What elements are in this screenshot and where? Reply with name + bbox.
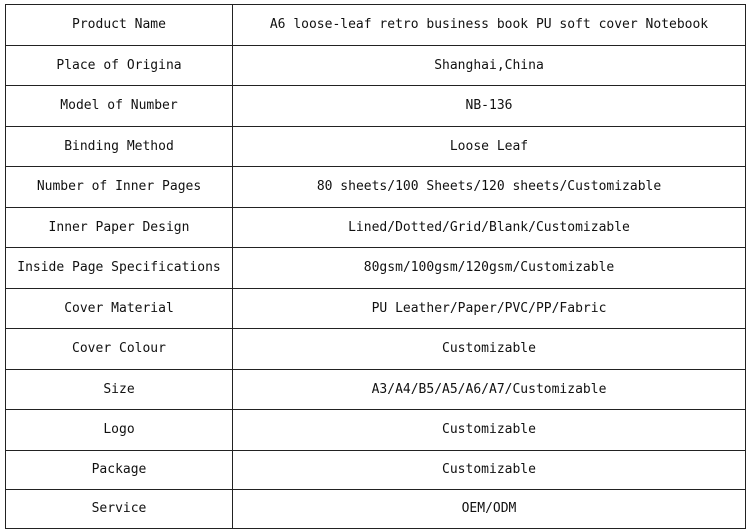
- spec-value: PU Leather/Paper/PVC/PP/Fabric: [233, 288, 746, 329]
- spec-label: Cover Colour: [6, 329, 233, 370]
- table-row: [6, 167, 746, 208]
- table-row: [6, 45, 746, 86]
- spec-label: Inner Paper Design: [6, 207, 233, 248]
- spec-value: Customizable: [233, 410, 746, 451]
- spec-label: Binding Method: [6, 126, 233, 167]
- table-row: [6, 207, 746, 248]
- spec-label: Service: [6, 489, 233, 528]
- table-row: [6, 410, 746, 451]
- spec-value: 80 sheets/100 Sheets/120 sheets/Customizable: [233, 167, 746, 208]
- table-row: [6, 5, 746, 46]
- spec-value: Loose Leaf: [233, 126, 746, 167]
- spec-value: Customizable: [233, 450, 746, 489]
- spec-value: A6 loose-leaf retro business book PU soft cover Notebook: [233, 5, 746, 46]
- table-row: [6, 369, 746, 410]
- table-row: [6, 329, 746, 370]
- spec-value: Customizable: [233, 329, 746, 370]
- table-row: [6, 86, 746, 127]
- table-row: [6, 248, 746, 289]
- spec-value: NB-136: [233, 86, 746, 127]
- spec-label: Product Name: [6, 5, 233, 46]
- spec-label: Size: [6, 369, 233, 410]
- spec-label: Cover Material: [6, 288, 233, 329]
- spec-value: Lined/Dotted/Grid/Blank/Customizable: [233, 207, 746, 248]
- table-row: [6, 126, 746, 167]
- spec-value: OEM/ODM: [233, 489, 746, 528]
- spec-label: Logo: [6, 410, 233, 451]
- spec-label: Inside Page Specifications: [6, 248, 233, 289]
- spec-label: Package: [6, 450, 233, 489]
- table-row: [6, 489, 746, 528]
- spec-value: A3/A4/B5/A5/A6/A7/Customizable: [233, 369, 746, 410]
- spec-label: Model of Number: [6, 86, 233, 127]
- spec-value: Shanghai,China: [233, 45, 746, 86]
- table-row: [6, 288, 746, 329]
- table-row: [6, 450, 746, 489]
- spec-label: Number of Inner Pages: [6, 167, 233, 208]
- spec-value: 80gsm/100gsm/120gsm/Customizable: [233, 248, 746, 289]
- product-spec-table: [5, 4, 746, 529]
- spec-label: Place of Origina: [6, 45, 233, 86]
